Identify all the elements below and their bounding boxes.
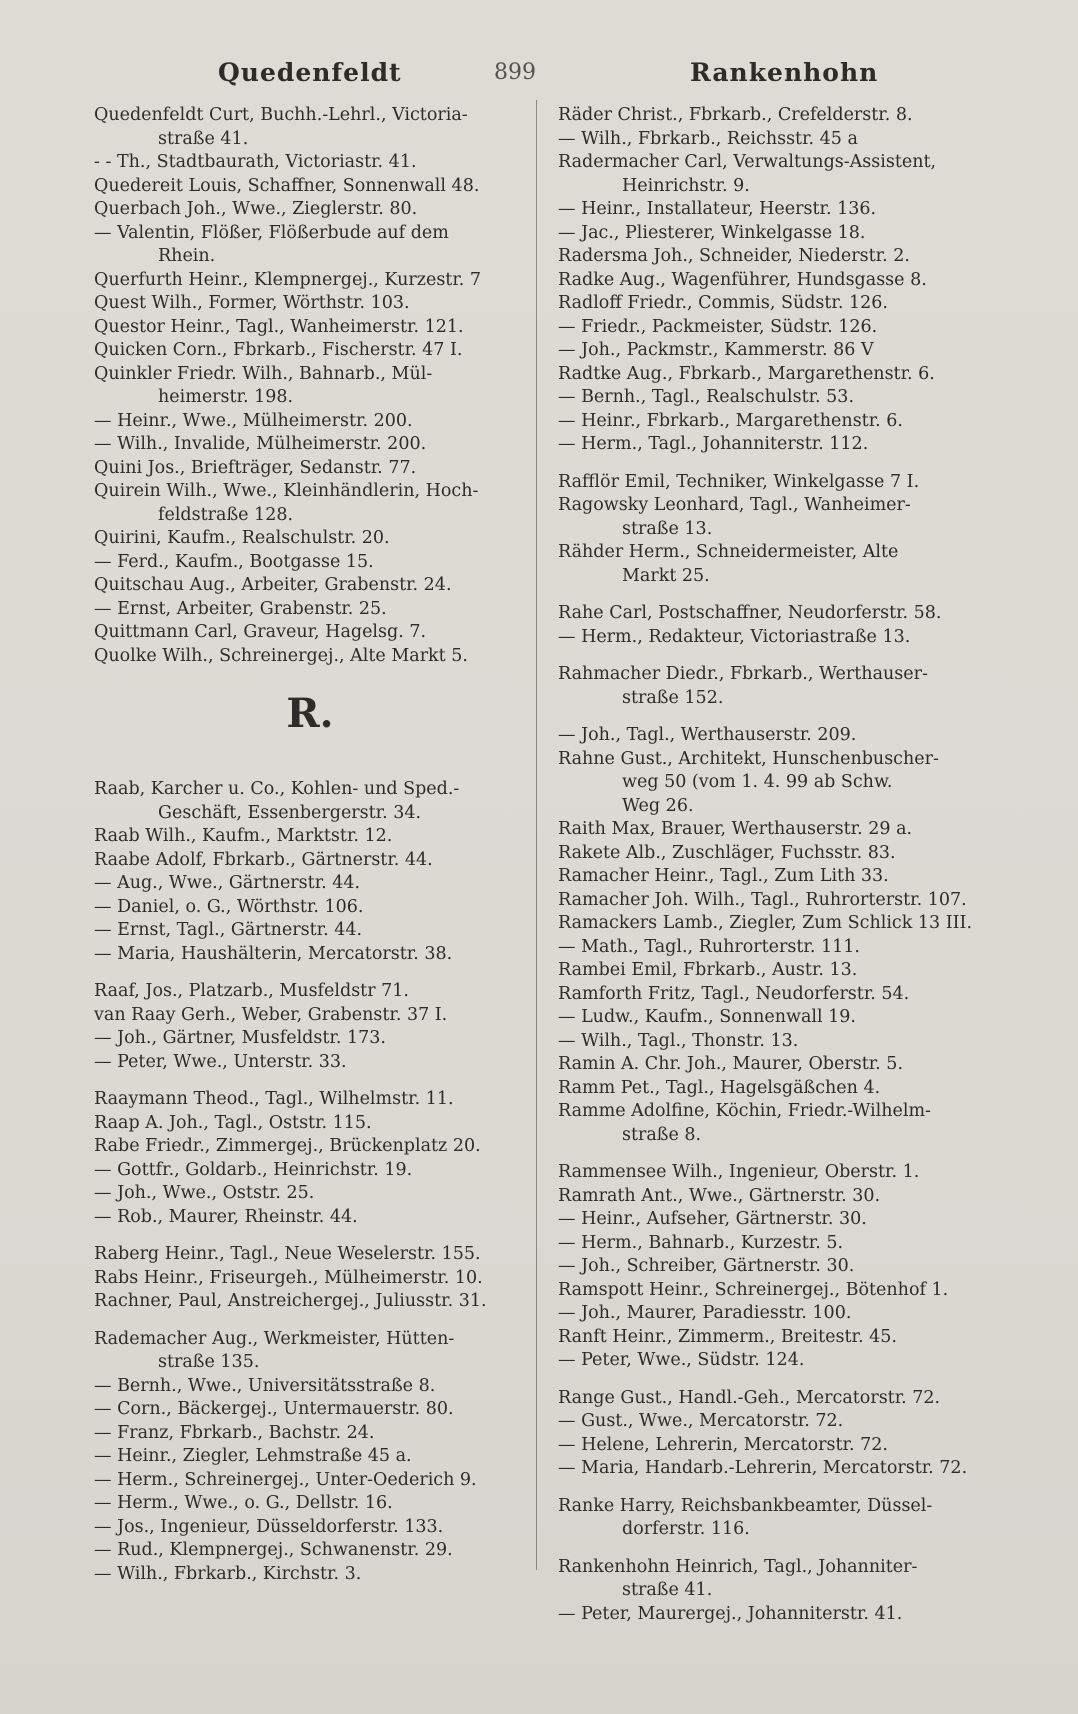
entry-line: — Herm., Bahnarb., Kurzestr. 5. [558,1232,844,1253]
entry-line: — Daniel, o. G., Wörthstr. 106. [94,896,364,917]
entry-line: — Joh., Schreiber, Gärtnerstr. 30. [558,1256,855,1276]
entry-line: van Raay Gerh., Weber, Grabenstr. 37 I. [94,1004,448,1025]
entry-continuation: Markt 25. [622,565,710,586]
directory-entry [94,1243,526,1267]
entry-line: Rachner, Paul, Anstreichergej., Juliusstr. 31. [94,1291,487,1311]
entry-line: — Friedr., Packmeister, Südstr. 126. [558,316,878,337]
directory-entry [94,527,526,551]
entry-line: Ramacher Heinr., Tagl., Zum Lith 33. [558,866,889,886]
entry-line: — Herm., Redakteur, Victoriastraße 13. [558,626,911,647]
entry-line: Rahe Carl, Postschaffner, Neudorferstr. 58. [558,603,942,623]
left-column [94,104,526,1586]
entry-line: Raaf, Jos., Platzarb., Musfeldstr 71. [94,981,409,1001]
entry-line: Rammensee Wilh., Ingenieur, Oberstr. 1. [558,1162,920,1182]
entry-line: Querbach Joh., Wwe., Zieglerstr. 80. [94,199,418,219]
entry-line: Quittmann Carl, Graveur, Hagelsg. 7. [94,622,427,642]
directory-entry [558,602,998,626]
directory-entry [558,1208,998,1232]
directory-entry [94,896,526,920]
directory-entry [558,842,998,866]
entry-line: Quirini, Kaufm., Realschulstr. 20. [94,528,390,548]
entry-line: Räder Christ., Fbrkarb., Crefelderstr. 8. [558,105,913,125]
directory-entry [94,410,526,434]
directory-entry [558,198,998,222]
directory-entry [94,980,526,1004]
entry-line: - - Th., Stadtbaurath, Victoriastr. 41. [94,152,417,172]
directory-entry [94,222,526,269]
entry-line: — Wilh., Fbrkarb., Kirchstr. 3. [94,1563,362,1584]
entry-line: — Joh., Maurer, Paradiesstr. 100. [558,1303,852,1323]
directory-entry [558,541,998,588]
entry-line: — Ludw., Kaufm., Sonnenwall 19. [558,1007,856,1027]
entry-line: Raberg Heinr., Tagl., Neue Weselerstr. 155. [94,1244,481,1264]
entry-line: Rakete Alb., Zuschläger, Fuchsstr. 83. [558,842,896,863]
entry-line: — Rud., Klempnergej., Schwanenstr. 29. [94,1540,453,1560]
directory-entry [94,198,526,222]
entry-line: — Gust., Wwe., Mercatorstr. 72. [558,1411,844,1431]
entry-line: — Joh., Packmstr., Kammerstr. 86 V [558,340,874,360]
directory-entry [94,1516,526,1540]
header-right-word: Rankenhohn [690,58,879,87]
entry-continuation: straße 13. [622,518,713,539]
column-divider [536,100,537,1570]
directory-entry [558,222,998,246]
directory-entry [558,663,998,710]
directory-entry [94,621,526,645]
entry-line: — Franz, Fbrkarb., Bachstr. 24. [94,1422,375,1443]
entry-line: Ranft Heinr., Zimmerm., Breitestr. 45. [558,1326,897,1347]
entry-line: Ramme Adolfine, Köchin, Friedr.-Wilhelm- [558,1101,931,1121]
entry-line: Quedereit Louis, Schaffner, Sonnenwall 48. [94,175,480,196]
directory-entry [94,1088,526,1112]
entry-line: Radtke Aug., Fbrkarb., Margarethenstr. 6. [558,363,935,384]
directory-entry [558,1457,998,1481]
directory-entry [94,316,526,340]
directory-entry [558,983,998,1007]
directory-entry [558,1100,998,1147]
entry-line: Ramrath Ant., Wwe., Gärtnerstr. 30. [558,1185,881,1206]
directory-entry [94,1492,526,1516]
entry-line: — Math., Tagl., Ruhrorterstr. 111. [558,936,860,957]
entry-line: — Jos., Ingenieur, Düsseldorferstr. 133. [94,1516,444,1537]
directory-entry [558,889,998,913]
entry-line: Quirein Wilh., Wwe., Kleinhändlerin, Hoch- [94,481,479,501]
entry-line: — Heinr., Fbrkarb., Margarethenstr. 6. [558,410,903,431]
entry-line: Rahne Gust., Architekt, Hunschenbuscher- [558,748,939,769]
directory-entry [94,175,526,199]
entry-line: Radloff Friedr., Commis, Südstr. 126. [558,293,888,313]
directory-entry [94,104,526,151]
directory-entry [558,1030,998,1054]
directory-entry [94,363,526,410]
directory-entry [558,292,998,316]
directory-entry [558,1410,998,1434]
directory-entry [94,151,526,175]
entry-continuation: straße 41. [622,1580,713,1600]
directory-entry [94,1004,526,1028]
entry-line: — Ferd., Kaufm., Bootgasse 15. [94,551,374,572]
directory-entry [558,1185,998,1209]
entry-line: Raab Wilh., Kaufm., Marktstr. 12. [94,826,393,846]
directory-entry [94,872,526,896]
entry-line: Questor Heinr., Tagl., Wanheimerstr. 121. [94,316,464,337]
entry-line: — Maria, Haushälterin, Mercatorstr. 38. [94,943,453,964]
entry-continuation: heimerstr. 198. [158,387,294,407]
entry-line: Ramforth Fritz, Tagl., Neudorferstr. 54. [558,983,910,1004]
entry-line: Quicken Corn., Fbrkarb., Fischerstr. 47 I. [94,340,463,360]
directory-entry [94,1328,526,1375]
entry-line: — Ernst, Tagl., Gärtnerstr. 44. [94,920,363,940]
directory-entry [94,1206,526,1230]
entry-line: Ramm Pet., Tagl., Hagelsgäßchen 4. [558,1077,881,1098]
right-column [558,104,998,1626]
entry-line: Quest Wilh., Former, Wörthstr. 103. [94,293,410,313]
directory-entry [94,574,526,598]
directory-entry [558,410,998,434]
entry-line: Quedenfeldt Curt, Buchh.-Lehrl., Victoria- [94,105,468,125]
entry-line: Raaymann Theod., Tagl., Wilhelmstr. 11. [94,1089,454,1109]
directory-entry [558,1232,998,1256]
directory-entry [94,1290,526,1314]
entry-line: Quolke Wilh., Schreinergej., Alte Markt 5. [94,645,468,666]
entry-continuation: straße 135. [158,1352,260,1372]
directory-entry [94,1159,526,1183]
entry-continuation: Rhein. [158,246,216,266]
directory-entry [558,1387,998,1411]
directory-entry [558,1603,998,1627]
directory-entry [558,959,998,983]
directory-entry [558,128,998,152]
directory-entry [94,480,526,527]
entry-line: — Herm., Wwe., o. G., Dellstr. 16. [94,1493,393,1513]
directory-entry [94,598,526,622]
entry-line: — Corn., Bäckergej., Untermauerstr. 80. [94,1399,454,1419]
entry-line: Rähder Herm., Schneidermeister, Alte [558,542,899,562]
directory-entry [94,825,526,849]
directory-entry [558,1006,998,1030]
directory-entry [94,1112,526,1136]
directory-entry [558,363,998,387]
directory-entry [94,551,526,575]
directory-entry [558,1279,998,1303]
entry-line: Rambei Emil, Fbrkarb., Austr. 13. [558,960,858,980]
entry-continuation: straße 152. [622,687,724,708]
entries-q [94,104,526,668]
directory-entry [558,1302,998,1326]
entry-line: — Wilh., Invalide, Mülheimerstr. 200. [94,434,427,454]
entry-line: — Wilh., Fbrkarb., Reichsstr. 45 a [558,128,858,149]
entry-line: — Jac., Pliesterer, Winkelgasse 18. [558,222,866,243]
directory-entry [94,1469,526,1493]
directory-entry [558,1349,998,1373]
entry-continuation: Weg 26. [622,795,694,816]
entry-line: Raap A. Joh., Tagl., Oststr. 115. [94,1112,372,1133]
header-left-word: Quedenfeldt [218,58,402,87]
entry-line: — Herm., Schreinergej., Unter-Oederich 9. [94,1469,477,1490]
entry-line: Ramin A. Chr. Joh., Maurer, Oberstr. 5. [558,1054,904,1074]
directory-entry [558,1495,998,1542]
directory-entry [94,1051,526,1075]
directory-entry [94,1135,526,1159]
entry-continuation: weg 50 (vom 1. 4. 99 ab Schw. [622,772,893,792]
entries-r-continued [558,104,998,1626]
entry-line: Ramacher Joh. Wilh., Tagl., Ruhrorterstr. 107. [558,889,967,910]
entry-line: Rafflör Emil, Techniker, Winkelgasse 7 I. [558,471,920,492]
entry-line: — Maria, Handarb.-Lehrerin, Mercatorstr. 72. [558,1458,968,1478]
entry-line: Range Gust., Handl.-Geh., Mercatorstr. 72. [558,1387,941,1408]
entry-line: Raab, Karcher u. Co., Kohlen- und Sped.- [94,779,460,799]
entry-line: — Rob., Maurer, Rheinstr. 44. [94,1206,358,1227]
entries-r [94,778,526,1586]
page-number: 899 [494,60,536,85]
entry-line: — Helene, Lehrerin, Mercatorstr. 72. [558,1434,888,1455]
entry-line: — Bernh., Tagl., Realschulstr. 53. [558,387,855,407]
entry-line: Raabe Adolf, Fbrkarb., Gärtnerstr. 44. [94,849,433,870]
directory-entry [94,1563,526,1587]
entry-line: Radke Aug., Wagenführer, Hundsgasse 8. [558,269,927,290]
directory-entry [558,269,998,293]
entry-line: — Peter, Wwe., Unterstr. 33. [94,1051,347,1072]
entry-line: Quitschau Aug., Arbeiter, Grabenstr. 24. [94,575,452,595]
directory-entry [558,494,998,541]
entry-line: Ramackers Lamb., Ziegler, Zum Schlick 13 III. [558,913,973,933]
entry-line: Rabs Heinr., Friseurgeh., Mülheimerstr. 10. [94,1267,483,1288]
directory-entry [94,433,526,457]
entry-line: Rabe Friedr., Zimmergej., Brückenplatz 20. [94,1136,481,1156]
entry-line: — Valentin, Flößer, Flößerbude auf dem [94,222,449,243]
section-letter: R. [286,690,334,737]
directory-entry [558,386,998,410]
directory-entry [558,865,998,889]
entry-line: Ranke Harry, Reichsbankbeamter, Düssel- [558,1495,933,1516]
directory-entry [558,1255,998,1279]
directory-entry [558,912,998,936]
directory-entry [558,471,998,495]
entry-line: Ramspott Heinr., Schreinergej., Bötenhof 1. [558,1279,949,1300]
entry-line: — Joh., Tagl., Werthauserstr. 209. [558,725,857,745]
directory-entry [558,626,998,650]
entry-line: — Herm., Tagl., Johanniterstr. 112. [558,434,869,454]
entry-line: — Peter, Maurergej., Johanniterstr. 41. [558,1603,903,1624]
entry-line: Rahmacher Diedr., Fbrkarb., Werthauser- [558,664,928,684]
directory-entry [94,1375,526,1399]
directory-entry [94,339,526,363]
entry-line: — Heinr., Wwe., Mülheimerstr. 200. [94,410,413,431]
directory-entry [558,104,998,128]
page-header [0,52,1078,100]
entry-line: — Heinr., Aufseher, Gärtnerstr. 30. [558,1209,867,1229]
entry-line: — Heinr., Installateur, Heerstr. 136. [558,199,877,219]
entry-continuation: Geschäft, Essenbergerstr. 34. [158,802,422,823]
directory-entry [558,151,998,198]
entry-line: — Joh., Wwe., Oststr. 25. [94,1183,315,1203]
directory-entry [558,748,998,819]
directory-entry [558,936,998,960]
directory-entry [94,849,526,873]
directory-entry [94,1027,526,1051]
directory-entry [558,1434,998,1458]
directory-entry [558,339,998,363]
entry-continuation: dorferstr. 116. [622,1519,750,1539]
entry-line: Rademacher Aug., Werkmeister, Hütten- [94,1328,455,1349]
directory-entry [94,292,526,316]
directory-entry [558,1326,998,1350]
entry-line: — Joh., Gärtner, Musfeldstr. 173. [94,1028,386,1048]
directory-entry [558,818,998,842]
directory-entry [94,1422,526,1446]
entry-line: — Gottfr., Goldarb., Heinrichstr. 19. [94,1159,413,1180]
directory-entry [94,1182,526,1206]
entry-line: Quini Jos., Briefträger, Sedanstr. 77. [94,457,417,478]
entry-line: Radersma Joh., Schneider, Niederstr. 2. [558,246,910,266]
entry-line: Raith Max, Brauer, Werthauserstr. 29 a. [558,819,913,839]
entry-line: — Heinr., Ziegler, Lehmstraße 45 a. [94,1446,412,1466]
entry-line: Ragowsky Leonhard, Tagl., Wanheimer- [558,495,911,515]
entry-continuation: feldstraße 128. [158,504,294,525]
directory-entry [94,1267,526,1291]
directory-entry [94,645,526,669]
entry-line: — Bernh., Wwe., Universitätsstraße 8. [94,1375,436,1396]
directory-entry [558,316,998,340]
entry-continuation: straße 8. [622,1124,702,1145]
directory-entry [558,1161,998,1185]
entry-continuation: Heinrichstr. 9. [622,175,750,196]
directory-entry [94,778,526,825]
directory-entry [94,1539,526,1563]
directory-entry [94,919,526,943]
directory-entry [94,457,526,481]
entry-line: Radermacher Carl, Verwaltungs-Assistent, [558,152,937,172]
entry-line: — Wilh., Tagl., Thonstr. 13. [558,1030,799,1051]
directory-entry [94,1445,526,1469]
directory-entry [558,1556,998,1603]
entry-line: — Peter, Wwe., Südstr. 124. [558,1350,805,1370]
directory-entry [558,433,998,457]
entry-line: — Ernst, Arbeiter, Grabenstr. 25. [94,598,387,619]
directory-entry [94,1398,526,1422]
directory-entry [558,1053,998,1077]
entry-line: Querfurth Heinr., Klempnergej., Kurzestr. 7 [94,269,482,290]
directory-entry [94,269,526,293]
directory-entry [558,1077,998,1101]
entry-line: Quinkler Friedr. Wilh., Bahnarb., Mül- [94,363,433,384]
entry-line: Rankenhohn Heinrich, Tagl., Johanniter- [558,1556,918,1577]
directory-entry [94,943,526,967]
directory-entry [558,245,998,269]
directory-entry [558,724,998,748]
entry-line: — Aug., Wwe., Gärtnerstr. 44. [94,873,361,893]
entry-continuation: straße 41. [158,128,249,149]
